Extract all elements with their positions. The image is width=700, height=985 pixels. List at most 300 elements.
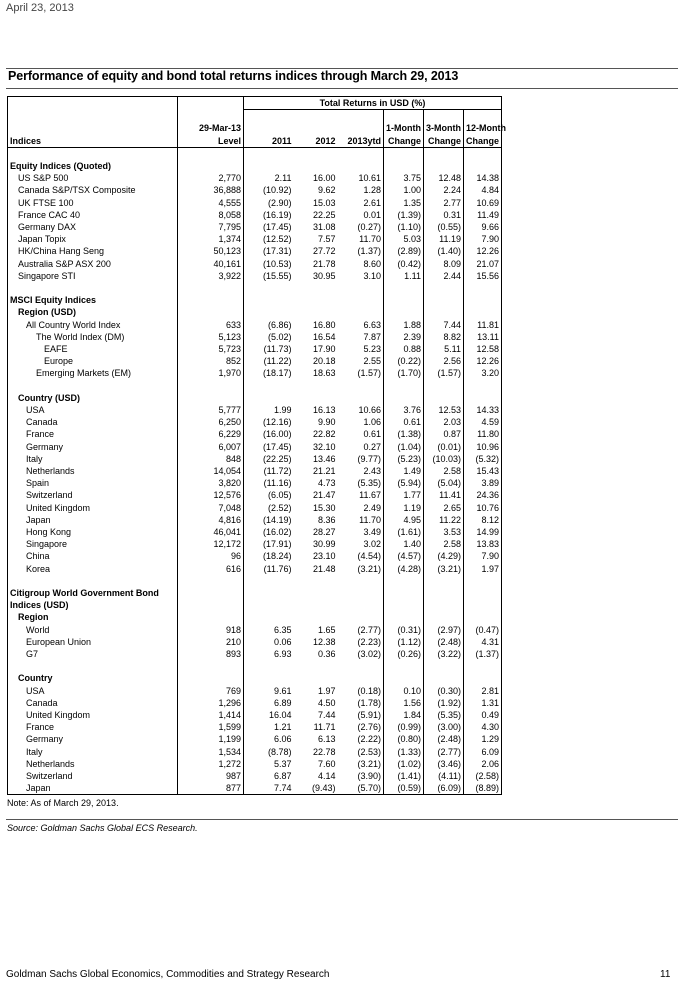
table-note: Note: As of March 29, 2013.: [7, 798, 119, 808]
section-heading-row: [8, 294, 502, 306]
return-cell: 6.06: [244, 733, 294, 745]
blank-cell: [464, 294, 502, 306]
return-cell: 31.08: [312, 222, 336, 232]
level-cell: [178, 660, 244, 672]
return-cell: (0.47): [464, 624, 502, 636]
return-cell: 3.75: [384, 172, 424, 184]
header-spacer: [178, 110, 244, 123]
level-cell: 1,534: [178, 746, 244, 758]
level-cell: 5,123: [178, 331, 244, 343]
return-cell: (0.80): [384, 733, 424, 745]
source-rule: [6, 819, 678, 820]
subheading-label: Region: [8, 611, 178, 623]
return-cell: (2.77): [424, 746, 464, 758]
return-cell: (0.26): [384, 648, 424, 660]
index-name: Japan: [8, 514, 178, 526]
return-cell: (3.21): [357, 563, 381, 574]
table-row: [8, 746, 502, 758]
return-cell: 2.43: [363, 466, 381, 477]
return-cell: (4.11): [424, 770, 464, 782]
return-cell: (17.45): [244, 441, 294, 453]
blank-cell: [294, 160, 338, 172]
return-cell: 2.65: [424, 502, 464, 514]
table-row: [8, 172, 502, 184]
return-cell: 14.99: [464, 526, 502, 538]
level-cell: 1,414: [178, 709, 244, 721]
blank-cell: [338, 160, 384, 172]
return-cell: [384, 611, 424, 623]
return-cell: [424, 611, 464, 623]
return-cell: 0.31: [424, 209, 464, 221]
blank-cell: [424, 147, 464, 160]
return-cell: 7.87: [363, 331, 381, 342]
return-cell: 1.99: [244, 404, 294, 416]
return-cell: (1.02): [384, 758, 424, 770]
blank-cell: [178, 294, 244, 306]
level-cell: [178, 306, 244, 318]
header-spacer: [294, 110, 338, 123]
level-cell: 5,777: [178, 404, 244, 416]
return-cell: (0.01): [424, 441, 464, 453]
return-cell: 2.77: [424, 197, 464, 209]
return-cell: 11.71: [313, 722, 336, 733]
return-cell: [244, 392, 294, 404]
return-cell: [464, 380, 502, 392]
blank-cell: [424, 575, 464, 587]
blank-cell: [244, 147, 294, 160]
return-cell: (1.92): [424, 697, 464, 709]
level-cell: 36,888: [178, 184, 244, 196]
return-cell: 4.50: [317, 697, 336, 708]
blank-cell: [424, 587, 464, 599]
return-cell: 1.11: [384, 270, 424, 282]
return-cell: 1.84: [384, 709, 424, 721]
return-cell: 1.65: [317, 624, 336, 635]
return-cell: 1.21: [244, 721, 294, 733]
table-row: [8, 563, 502, 575]
level-cell: 2,770: [178, 172, 244, 184]
header-spacer: [384, 110, 424, 123]
level-cell: 1,296: [178, 697, 244, 709]
blank-cell: [244, 599, 294, 611]
index-name: EAFE: [8, 343, 178, 355]
table-row: [8, 770, 502, 782]
level-cell: 918: [178, 624, 244, 636]
return-cell: 15.43: [464, 465, 502, 477]
return-cell: (1.33): [384, 746, 424, 758]
return-cell: (2.89): [384, 245, 424, 257]
return-cell: 4.31: [464, 636, 502, 648]
header-blank: [8, 97, 178, 110]
return-cell: (6.05): [244, 489, 294, 501]
return-cell: (1.12): [384, 636, 424, 648]
return-cell: (17.45): [244, 221, 294, 233]
return-cell: [384, 392, 424, 404]
blank-cell: [464, 587, 502, 599]
section-heading: MSCI Equity Indices: [8, 294, 178, 306]
return-cell: 0.06: [244, 636, 294, 648]
blank-cell: [424, 160, 464, 172]
return-cell: (0.27): [357, 222, 381, 232]
return-cell: 2.81: [464, 685, 502, 697]
return-cell: (1.10): [384, 221, 424, 233]
return-cell: 16.00: [312, 173, 336, 184]
index-name: World: [8, 624, 178, 636]
level-cell: 6,007: [178, 441, 244, 453]
source-line: Source: Goldman Sachs Global ECS Research.: [7, 823, 198, 833]
section-heading: Citigroup World Government Bond: [8, 587, 178, 599]
blank-cell: [244, 294, 294, 306]
header-spacer: [8, 110, 178, 123]
index-name: France CAC 40: [8, 209, 178, 221]
return-cell: 22.25: [312, 209, 336, 220]
level-cell: [178, 611, 244, 623]
return-cell: 7.90: [464, 550, 502, 562]
blank-cell: [464, 147, 502, 160]
return-cell: [424, 660, 464, 672]
return-cell: (11.16): [244, 477, 294, 489]
return-cell: (3.22): [424, 648, 464, 660]
return-cell: (1.57): [357, 368, 381, 379]
return-cell: (1.40): [424, 245, 464, 257]
col-header: [294, 122, 338, 134]
return-cell: [464, 672, 502, 684]
return-cell: (1.38): [384, 428, 424, 440]
index-name: Switzerland: [8, 770, 178, 782]
return-cell: (1.78): [357, 697, 381, 708]
return-cell: (2.97): [424, 624, 464, 636]
table-row: [8, 465, 502, 477]
return-cell: (5.04): [424, 477, 464, 489]
return-cell: 0.88: [384, 343, 424, 355]
col-header: Change: [384, 135, 424, 148]
header-spacer: [338, 110, 384, 123]
table-row: [8, 624, 502, 636]
return-cell: (4.54): [357, 551, 381, 562]
return-cell: 4.95: [384, 514, 424, 526]
index-name: USA: [8, 685, 178, 697]
level-cell: 852: [178, 355, 244, 367]
col-header: 2013ytd: [338, 135, 384, 148]
return-cell: [294, 660, 338, 672]
return-cell: 13.83: [464, 538, 502, 550]
return-cell: (18.24): [244, 550, 294, 562]
table-row: [8, 184, 502, 196]
return-cell: 2.61: [363, 197, 381, 208]
return-cell: (3.46): [424, 758, 464, 770]
return-cell: [244, 306, 294, 318]
return-cell: 15.03: [312, 197, 336, 208]
return-cell: (1.70): [384, 367, 424, 379]
return-cell: 5.11: [424, 343, 464, 355]
return-cell: 9.90: [317, 417, 336, 428]
return-cell: (2.48): [424, 733, 464, 745]
return-cell: (11.72): [244, 465, 294, 477]
return-cell: (1.39): [384, 209, 424, 221]
level-cell: 6,229: [178, 428, 244, 440]
return-cell: (2.76): [357, 722, 381, 733]
return-cell: 0.01: [363, 209, 381, 220]
return-cell: 1.06: [363, 417, 381, 428]
return-cell: (2.90): [244, 197, 294, 209]
blank-cell: [178, 587, 244, 599]
index-name: China: [8, 550, 178, 562]
table-row: [8, 648, 502, 660]
return-cell: 11.22: [424, 514, 464, 526]
table-row: [8, 245, 502, 257]
col-header: [8, 122, 178, 134]
index-name: France: [8, 721, 178, 733]
return-cell: (3.21): [357, 758, 381, 769]
return-cell: 27.72: [312, 246, 336, 257]
return-cell: (16.19): [244, 209, 294, 221]
level-cell: 1,599: [178, 721, 244, 733]
blank-cell: [294, 599, 338, 611]
return-cell: 7.57: [317, 234, 336, 245]
col-header: 29-Mar-13: [178, 122, 244, 134]
blank-cell: [338, 587, 384, 599]
return-cell: (0.59): [384, 782, 424, 795]
index-name: Japan: [8, 782, 178, 795]
return-cell: 12.53: [424, 404, 464, 416]
return-cell: 22.82: [312, 429, 336, 440]
return-cell: 1.31: [464, 697, 502, 709]
subheading-row: [8, 306, 502, 318]
section-heading: Indices (USD): [8, 599, 178, 611]
return-cell: (16.02): [244, 526, 294, 538]
return-cell: 1.56: [384, 697, 424, 709]
return-cell: [384, 672, 424, 684]
return-cell: 1.19: [384, 502, 424, 514]
return-cell: (2.52): [244, 502, 294, 514]
return-cell: 10.66: [358, 405, 381, 416]
table-row: [8, 453, 502, 465]
table-row: [8, 709, 502, 721]
return-cell: 17.90: [312, 344, 336, 355]
return-cell: 9.62: [317, 185, 336, 196]
return-cell: 1.97: [317, 685, 336, 696]
index-name: The World Index (DM): [8, 331, 178, 343]
return-cell: 30.95: [312, 270, 336, 281]
return-cell: [384, 380, 424, 392]
return-cell: 10.76: [464, 502, 502, 514]
return-cell: 2.06: [464, 758, 502, 770]
return-cell: 4.59: [464, 416, 502, 428]
level-cell: 3,922: [178, 270, 244, 282]
level-cell: [178, 392, 244, 404]
return-cell: 2.58: [424, 465, 464, 477]
return-cell: 13.11: [464, 331, 502, 343]
return-cell: 2.11: [244, 172, 294, 184]
return-cell: 16.04: [244, 709, 294, 721]
return-cell: 1.00: [384, 184, 424, 196]
level-cell: 6,250: [178, 416, 244, 428]
level-cell: 14,054: [178, 465, 244, 477]
table-row: [8, 538, 502, 550]
section-heading: Equity Indices (Quoted): [8, 160, 178, 172]
subheading-row: [8, 672, 502, 684]
return-cell: [294, 380, 338, 392]
return-cell: (4.28): [384, 563, 424, 575]
return-cell: 21.47: [312, 490, 336, 501]
level-cell: 210: [178, 636, 244, 648]
level-cell: 1,970: [178, 367, 244, 379]
return-cell: 2.03: [424, 416, 464, 428]
table-row: [8, 733, 502, 745]
page-footer: Goldman Sachs Global Economics, Commodities and Strategy Research: [6, 969, 330, 980]
return-cell: 3.10: [363, 270, 381, 281]
level-cell: 7,795: [178, 221, 244, 233]
return-cell: (5.35): [424, 709, 464, 721]
spacer-row: [8, 147, 502, 160]
level-cell: 769: [178, 685, 244, 697]
return-cell: (1.37): [464, 648, 502, 660]
return-cell: 11.70: [359, 514, 381, 525]
return-cell: (5.94): [384, 477, 424, 489]
return-cell: 1.28: [363, 185, 381, 196]
index-name: Canada: [8, 697, 178, 709]
return-cell: 16.80: [312, 319, 336, 330]
table-row: [8, 441, 502, 453]
return-cell: 0.49: [464, 709, 502, 721]
return-cell: 0.61: [384, 416, 424, 428]
return-cell: 21.48: [312, 563, 336, 574]
return-cell: (1.41): [384, 770, 424, 782]
level-cell: 633: [178, 319, 244, 331]
return-cell: (5.91): [357, 710, 381, 721]
return-cell: 8.60: [363, 258, 381, 269]
spacer-row: [8, 575, 502, 587]
col-header: 1-Month: [384, 122, 424, 134]
index-name: Singapore STI: [8, 270, 178, 282]
return-cell: 28.27: [312, 527, 336, 538]
table-row: [8, 343, 502, 355]
index-name: Netherlands: [8, 758, 178, 770]
return-cell: 9.61: [244, 685, 294, 697]
table-title: Performance of equity and bond total returns indices through March 29, 2013: [8, 69, 459, 83]
return-cell: [464, 660, 502, 672]
index-name: Germany: [8, 733, 178, 745]
table-row: [8, 355, 502, 367]
section-heading-row: [8, 599, 502, 611]
return-cell: 10.96: [464, 441, 502, 453]
subheading-label: Country (USD): [8, 392, 178, 404]
return-cell: 0.61: [363, 429, 381, 440]
return-cell: 14.33: [464, 404, 502, 416]
return-cell: 9.66: [464, 221, 502, 233]
table-row: [8, 758, 502, 770]
blank-cell: [8, 282, 178, 294]
return-cell: 30.99: [312, 539, 336, 550]
blank-cell: [178, 160, 244, 172]
blank-cell: [464, 160, 502, 172]
return-cell: (1.04): [384, 441, 424, 453]
return-cell: 0.27: [363, 441, 381, 452]
return-cell: 2.39: [384, 331, 424, 343]
return-cell: 3.49: [363, 527, 381, 538]
blank-cell: [244, 160, 294, 172]
return-cell: (8.78): [244, 746, 294, 758]
return-cell: 8.09: [424, 258, 464, 270]
return-cell: (2.48): [424, 636, 464, 648]
blank-cell: [464, 599, 502, 611]
blank-cell: [178, 147, 244, 160]
index-name: Germany: [8, 441, 178, 453]
index-name: Singapore: [8, 538, 178, 550]
index-name: All Country World Index: [8, 319, 178, 331]
return-cell: (6.86): [244, 319, 294, 331]
return-cell: 1.29: [464, 733, 502, 745]
return-cell: (5.70): [338, 782, 384, 795]
return-cell: 11.80: [464, 428, 502, 440]
return-cell: (6.09): [424, 782, 464, 795]
return-cell: 16.54: [312, 331, 336, 342]
return-cell: 2.44: [424, 270, 464, 282]
table-row: [8, 502, 502, 514]
level-cell: 987: [178, 770, 244, 782]
col-header: 12-Month: [464, 122, 502, 134]
return-cell: [338, 672, 384, 684]
return-cell: (17.91): [244, 538, 294, 550]
return-cell: 8.82: [424, 331, 464, 343]
return-cell: (5.35): [357, 478, 381, 489]
return-cell: 15.56: [464, 270, 502, 282]
blank-cell: [464, 575, 502, 587]
return-cell: (16.00): [244, 428, 294, 440]
return-cell: 11.70: [359, 234, 381, 245]
return-cell: (3.21): [424, 563, 464, 575]
header-spacer-row: [8, 110, 502, 123]
return-cell: (4.57): [384, 550, 424, 562]
subheading-row: [8, 380, 502, 392]
return-cell: (12.52): [244, 233, 294, 245]
header-spacer: [424, 110, 464, 123]
blank-cell: [294, 282, 338, 294]
return-cell: (3.90): [357, 771, 381, 782]
return-cell: (0.55): [424, 221, 464, 233]
return-cell: [464, 392, 502, 404]
return-cell: (5.23): [384, 453, 424, 465]
level-cell: 877: [178, 782, 244, 795]
return-cell: 11.19: [424, 233, 464, 245]
return-cell: [294, 611, 338, 623]
return-cell: 12.58: [464, 343, 502, 355]
index-name: G7: [8, 648, 178, 660]
return-cell: 12.38: [312, 636, 336, 647]
return-cell: 3.76: [384, 404, 424, 416]
index-name: Korea: [8, 563, 178, 575]
return-cell: 4.14: [317, 771, 336, 782]
return-cell: (1.57): [424, 367, 464, 379]
return-cell: (1.37): [357, 246, 381, 257]
return-cell: 8.12: [464, 514, 502, 526]
index-name: United Kingdom: [8, 502, 178, 514]
return-cell: (8.89): [464, 782, 502, 795]
col-header: 2011: [244, 135, 294, 148]
return-cell: 1.77: [384, 489, 424, 501]
return-cell: (11.73): [244, 343, 294, 355]
index-name: Spain: [8, 477, 178, 489]
col-header: 2012: [294, 135, 338, 148]
return-cell: 6.89: [244, 697, 294, 709]
table-row: [8, 526, 502, 538]
blank-cell: [338, 575, 384, 587]
return-cell: [384, 306, 424, 318]
table-row: [8, 233, 502, 245]
table-row: [8, 514, 502, 526]
return-cell: 3.89: [464, 477, 502, 489]
return-cell: (2.23): [357, 636, 381, 647]
